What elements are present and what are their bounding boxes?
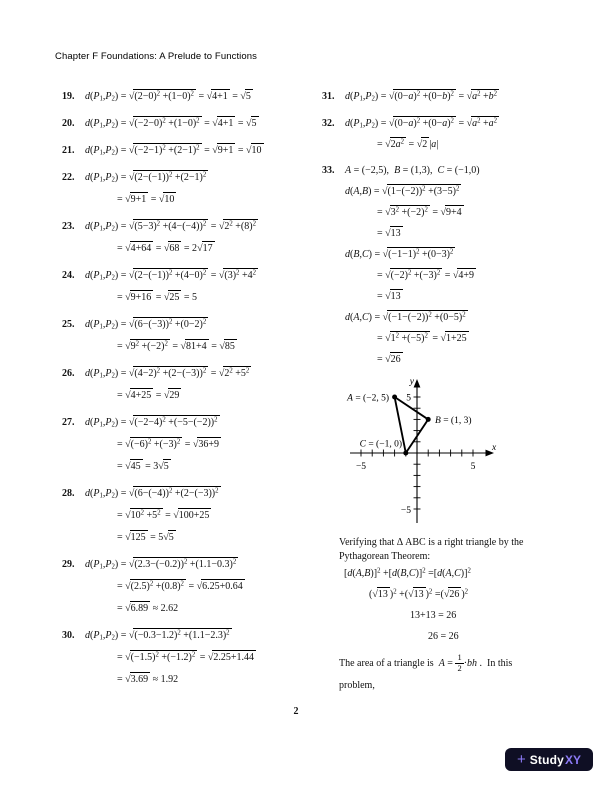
problem-number: 32. [322, 118, 335, 129]
math-line: = √13 [377, 291, 401, 302]
math-line: $d(P_1,P_2) = √(-2-0)^2 +(1-0)^2 = √4+1 = √5$ [85, 117, 257, 130]
math-line: = √26 [377, 354, 401, 365]
verify-intro-line2: Pythagorean Theorem: [339, 550, 431, 562]
problem-row [322, 86, 606, 108]
math-line: $d(P_1,P_2) = √(-2-4)^2 +(-5-(-2))^2$ [85, 416, 218, 429]
logo-brand-xy: XY [565, 752, 582, 767]
problem-number: 27. [62, 417, 75, 428]
verification-block [322, 536, 606, 695]
point-b-label: B = (1, 3) [435, 416, 472, 426]
verify-intro-line1: Verifying that Δ ABC is a right triangle by the [339, 537, 524, 548]
problem-row [62, 216, 320, 260]
point-c-label: C = (−1, 0) [359, 439, 402, 450]
problem-number: 30. [62, 630, 75, 641]
problem-lines [85, 554, 320, 620]
problem-lines [345, 160, 606, 370]
math-line: = $√(2.5)^2 +(0.8)^2 = √6.25+0.64$ [117, 580, 243, 592]
math-line: = √45 = 3√5 [117, 461, 169, 472]
math-line: $d(P_1,P_2) = √(-2-1)^2 +(2-1)^2 = √9+1 = √10$ [85, 144, 262, 157]
math-line: = √4+25 = √29 [117, 390, 180, 401]
problem-lines [85, 140, 320, 162]
area-formula-line [339, 651, 606, 677]
math-line: = √9+16 = √25 = 5 [117, 292, 198, 303]
area-text-line2: problem, [339, 680, 375, 691]
y-min-tick-label: −5 [400, 506, 411, 516]
math-line: = $√(-1.5)^2 +(-1.2)^2 = √2.25+1.44$ [117, 651, 254, 663]
math-line: = $√3^2 +(-2)^2 = √9+4$ [377, 206, 462, 218]
point-a-dot [392, 395, 397, 400]
math-line: = √3.69 ≈ 1.92 [117, 674, 179, 685]
x-max-tick-label: 5 [470, 462, 476, 472]
studyxy-logo [505, 748, 593, 771]
math-line: $d(P_1,P_2) = √(0-a)^2 +(0-b)^2 = √a^2 +b^2$ [345, 90, 498, 103]
problem-number: 29. [62, 559, 75, 570]
y-axis-label: y [409, 377, 414, 387]
math-line: (√13 )$^2$ +(√13 )$^2$ =(√26 )$^2$ [369, 588, 469, 600]
math-line: $d(P_1,P_2) = √(2-(-1))^2 +(2-1)^2$ [85, 171, 207, 184]
math-line: = $√1^2 +(-5)^2 = √1+25$ [377, 332, 467, 344]
problem-lines [85, 412, 320, 478]
problem-row [62, 86, 320, 108]
plus-icon: + [516, 750, 526, 768]
math-line: $d(A,C) = √(-1-(-2))^2 +(0-5)^2$ [345, 311, 466, 323]
problem-row [62, 554, 320, 620]
problem-row [62, 363, 320, 407]
problem-row [62, 167, 320, 211]
problem-lines [345, 86, 606, 108]
problem-number: 22. [62, 172, 75, 183]
math-line: = √13 [377, 228, 401, 239]
math-line: = $√(-6)^2 +(-3)^2 = √36+9$ [117, 438, 219, 450]
axes [350, 385, 488, 523]
page-number: 2 [293, 706, 299, 717]
math-line: $d(P_1,P_2) = √(5-3)^2 +(4-(-4))^2 = √2^2 +(8)^2$ [85, 220, 256, 233]
math-line: = $√(-2)^2 +(-3)^2 = √4+9$ [377, 269, 474, 281]
math-line: 26 = 26 [428, 631, 459, 642]
problem-lines [85, 363, 320, 407]
problem-row [62, 483, 320, 549]
math-line: $d(B,C) = √(-1-1)^2 +(0-3)^2$ [345, 248, 454, 260]
math-line: $d(P_1,P_2) = √(6-(-3))^2 +(0-2)^2$ [85, 318, 207, 331]
problem-list-left [62, 86, 320, 696]
point-a-label: A = (−2, 5) [347, 393, 389, 404]
chapter-header: Chapter F Foundations: A Prelude to Functions [55, 51, 258, 62]
math-line: = $√9^2 +(-2)^2 = √81+4 = √85$ [117, 340, 235, 352]
x-axis-label: x [492, 443, 497, 453]
problem-lines [345, 113, 606, 155]
problem-row [62, 412, 320, 478]
problem-number: 28. [62, 488, 75, 499]
y-max-tick-label: 5 [406, 393, 411, 404]
math-line: $d(P_1,P_2) = √(4-2)^2 +(2-(-3))^2 = √2^2 +5^2$ [85, 367, 250, 380]
problem-lines [85, 113, 320, 135]
math-line: $[d(A,B)]^2 +[d(B,C)]^2 =[d(A,C)]^2$ [344, 567, 471, 579]
problem-number: 25. [62, 319, 75, 330]
problem-lines [85, 216, 320, 260]
problem-row [62, 625, 320, 691]
problem-row [62, 113, 320, 135]
right-column [322, 86, 606, 695]
problem-lines [85, 625, 320, 691]
triangle-graph-svg [328, 375, 508, 527]
problem-number: 20. [62, 118, 75, 129]
problem-row [62, 265, 320, 309]
logo-brand-study: Study [529, 752, 565, 767]
problem-number: 33. [322, 165, 335, 176]
math-line: $d(P_1,P_2) = √(2-0)^2 +(1-0)^2 = √4+1 = √5$ [85, 90, 251, 103]
problem-lines [85, 314, 320, 358]
point-b-dot [426, 417, 431, 422]
triangle-graph [328, 375, 606, 532]
math-line: $d(P_1,P_2) = √(2-(-1))^2 +(4-0)^2 = √(3)^2 +4^2$ [85, 269, 256, 282]
math-line: A = (−2,5), B = (1,3), C = (−1,0) [345, 165, 480, 176]
point-c-dot [403, 451, 408, 456]
math-line: $d(P_1,P_2) = √(6-(-4))^2 +(2-(-3))^2$ [85, 487, 219, 500]
math-line: = $√2a^2 = √2$ |a| [377, 138, 439, 150]
problem-number: 31. [322, 91, 335, 102]
math-line: 13+13 = 26 [410, 610, 457, 621]
problem-number: 24. [62, 270, 75, 281]
problem-number: 21. [62, 145, 75, 156]
problem-row [322, 160, 606, 370]
problem-list-right [322, 86, 606, 370]
math-line: $d(P_1,P_2) = √(-0.3-1.2)^2 +(1.1-2.3)^2$ [85, 629, 230, 642]
math-line: = √4+64 = √68 = 2√17 [117, 243, 213, 254]
area-formula: A = $\frac{1}{2}$ ·bh [438, 651, 478, 673]
math-line: $d(A,B) = √(1-(-2))^2 +(3-5)^2$ [345, 185, 460, 197]
math-line: $d(P_1,P_2) = √(2.3-(-0.2))^2 +(1.1-0.3)^2$ [85, 558, 237, 571]
problem-lines [85, 167, 320, 211]
problem-row [62, 140, 320, 162]
area-text-prefix: The area of a triangle is [339, 658, 439, 669]
math-line: = √9+1 = √10 [117, 194, 175, 205]
problem-lines [85, 86, 320, 108]
problem-number: 26. [62, 368, 75, 379]
math-line: = √125 = 5√5 [117, 532, 174, 543]
problem-number: 23. [62, 221, 75, 232]
problem-lines [85, 265, 320, 309]
area-text-suffix: . In this [477, 658, 513, 669]
x-min-tick-label: −5 [355, 462, 367, 472]
problem-number: 19. [62, 91, 75, 102]
problem-lines [85, 483, 320, 549]
problem-row [62, 314, 320, 358]
problem-row [322, 113, 606, 155]
math-line: $d(P_1,P_2) = √(0-a)^2 +(0-a)^2 = √a^2 +a^2$ [345, 117, 498, 130]
math-line: = $√10^2 +5^2 = √100+25$ [117, 509, 210, 521]
math-line: = √6.89 ≈ 2.62 [117, 603, 179, 614]
